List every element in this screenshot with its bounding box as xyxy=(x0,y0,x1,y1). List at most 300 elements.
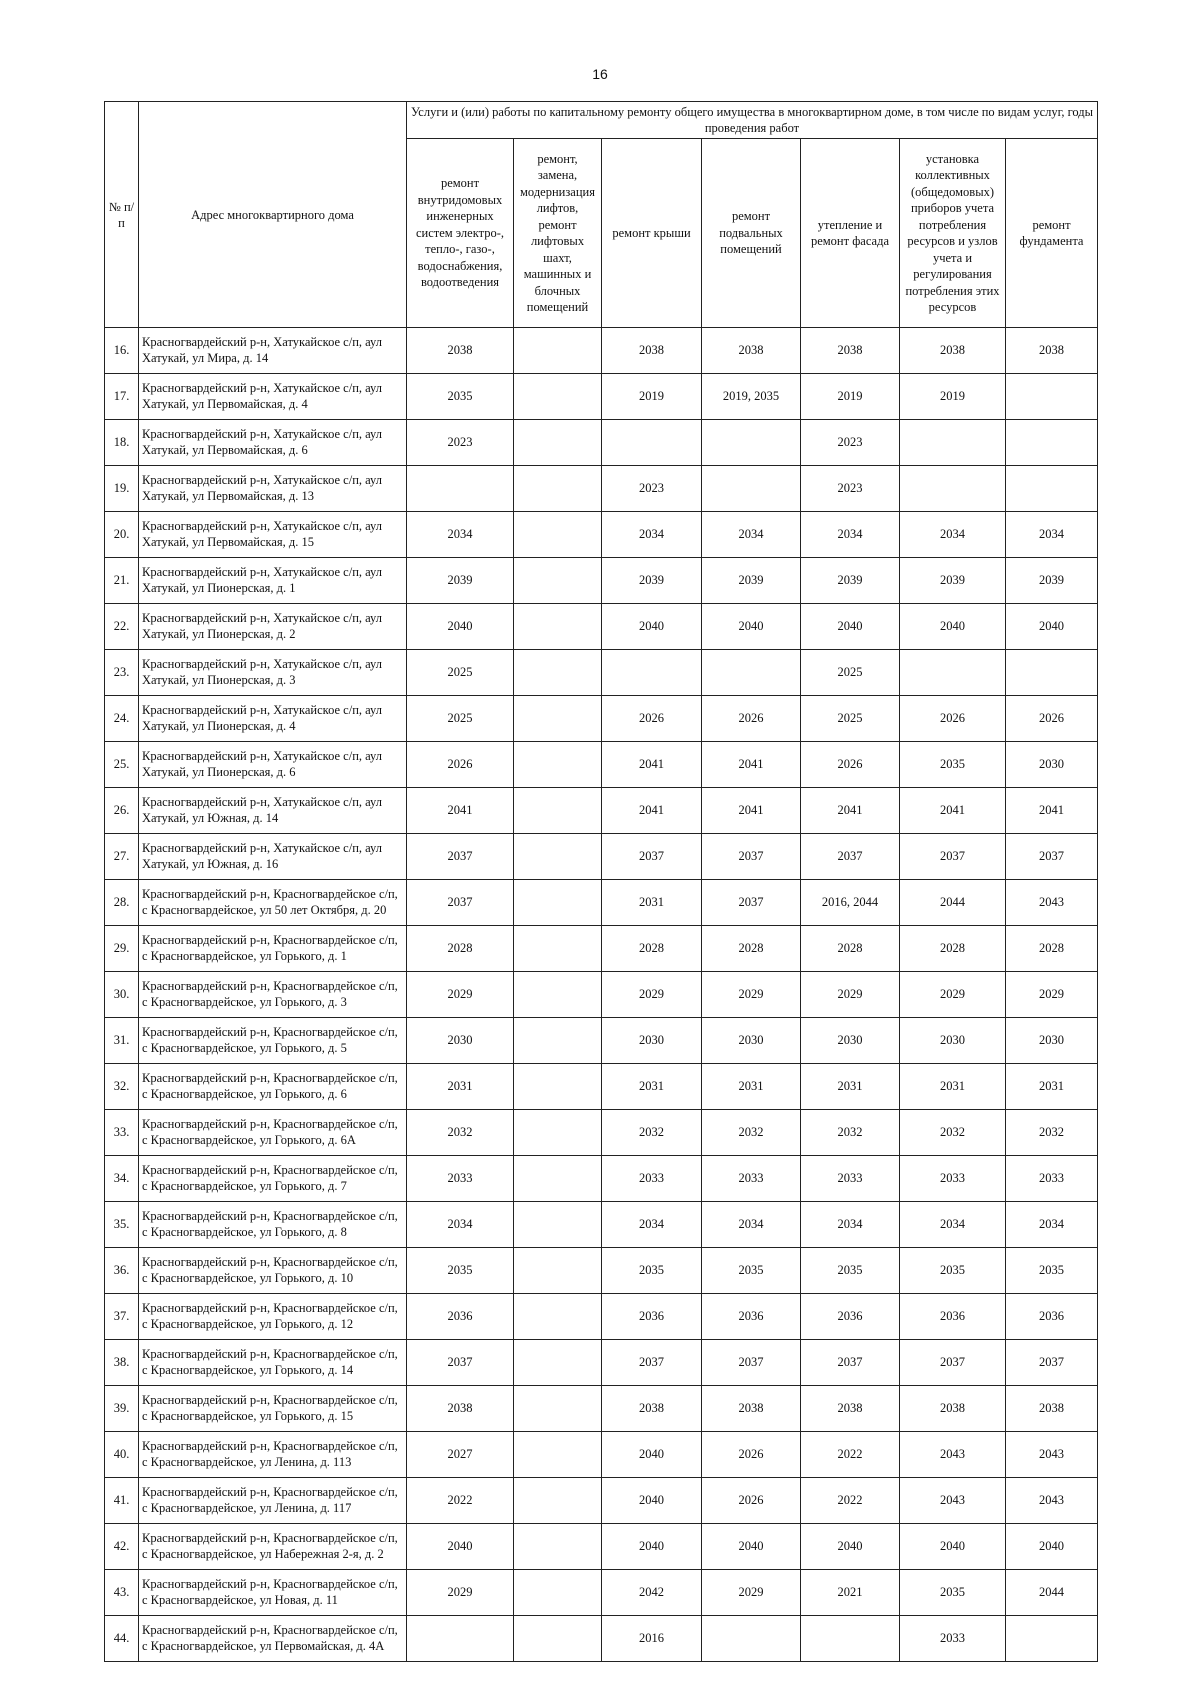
row-address: Красногвардейский р-н, Красногвардейское с/п, с Красногвардейское, ул Горького, д. 6А xyxy=(139,1110,407,1156)
row-year-cell: 2034 xyxy=(900,512,1006,558)
header-num: № п/п xyxy=(105,102,139,328)
row-year-cell xyxy=(702,420,801,466)
row-year-cell: 2040 xyxy=(1006,604,1098,650)
row-year-cell: 2026 xyxy=(407,742,514,788)
row-year-cell xyxy=(514,650,602,696)
row-address: Красногвардейский р-н, Красногвардейское с/п, с Красногвардейское, ул 50 лет Октября, д. 20 xyxy=(139,880,407,926)
row-year-cell xyxy=(514,374,602,420)
row-year-cell: 2016, 2044 xyxy=(801,880,900,926)
row-year-cell: 2025 xyxy=(801,696,900,742)
row-year-cell: 2031 xyxy=(1006,1064,1098,1110)
row-year-cell: 2028 xyxy=(702,926,801,972)
row-year-cell xyxy=(514,926,602,972)
table-row xyxy=(105,466,1098,512)
row-year-cell: 2029 xyxy=(602,972,702,1018)
row-year-cell: 2034 xyxy=(602,512,702,558)
row-year-cell: 2038 xyxy=(1006,1386,1098,1432)
row-year-cell: 2037 xyxy=(702,834,801,880)
row-year-cell: 2038 xyxy=(702,1386,801,1432)
row-year-cell: 2038 xyxy=(702,328,801,374)
table-row xyxy=(105,328,1098,374)
row-year-cell xyxy=(1006,466,1098,512)
row-year-cell xyxy=(514,1386,602,1432)
row-year-cell: 2035 xyxy=(900,1570,1006,1616)
row-year-cell: 2029 xyxy=(702,972,801,1018)
row-year-cell: 2022 xyxy=(801,1478,900,1524)
row-year-cell: 2032 xyxy=(407,1110,514,1156)
row-number: 32. xyxy=(105,1064,139,1110)
row-year-cell: 2028 xyxy=(407,926,514,972)
row-year-cell xyxy=(514,1616,602,1662)
row-number: 18. xyxy=(105,420,139,466)
table-row xyxy=(105,926,1098,972)
row-address: Красногвардейский р-н, Красногвардейское с/п, с Красногвардейское, ул Ленина, д. 113 xyxy=(139,1432,407,1478)
row-year-cell xyxy=(602,420,702,466)
row-number: 27. xyxy=(105,834,139,880)
row-year-cell: 2040 xyxy=(602,604,702,650)
header-work-roof: ремонт крыши xyxy=(602,139,702,328)
row-year-cell: 2043 xyxy=(1006,1432,1098,1478)
row-address: Красногвардейский р-н, Хатукайское с/п, аул Хатукай, ул Первомайская, д. 13 xyxy=(139,466,407,512)
row-year-cell: 2043 xyxy=(900,1432,1006,1478)
row-year-cell: 2030 xyxy=(602,1018,702,1064)
row-year-cell: 2026 xyxy=(1006,696,1098,742)
table-row xyxy=(105,1386,1098,1432)
row-year-cell: 2043 xyxy=(900,1478,1006,1524)
row-number: 20. xyxy=(105,512,139,558)
row-year-cell: 2029 xyxy=(702,1570,801,1616)
table-row xyxy=(105,1018,1098,1064)
table-row xyxy=(105,1202,1098,1248)
row-year-cell: 2026 xyxy=(702,696,801,742)
row-number: 37. xyxy=(105,1294,139,1340)
row-year-cell xyxy=(514,1248,602,1294)
row-year-cell xyxy=(514,972,602,1018)
row-number: 38. xyxy=(105,1340,139,1386)
row-number: 21. xyxy=(105,558,139,604)
row-year-cell: 2043 xyxy=(1006,1478,1098,1524)
header-work-basement: ремонт подвальных помещений xyxy=(702,139,801,328)
row-year-cell xyxy=(514,1570,602,1616)
table-row xyxy=(105,374,1098,420)
row-year-cell: 2040 xyxy=(602,1524,702,1570)
row-year-cell: 2031 xyxy=(702,1064,801,1110)
row-year-cell: 2044 xyxy=(900,880,1006,926)
row-year-cell xyxy=(702,650,801,696)
row-year-cell: 2030 xyxy=(702,1018,801,1064)
row-year-cell: 2041 xyxy=(602,742,702,788)
row-number: 42. xyxy=(105,1524,139,1570)
row-address: Красногвардейский р-н, Хатукайское с/п, аул Хатукай, ул Первомайская, д. 4 xyxy=(139,374,407,420)
row-year-cell: 2035 xyxy=(407,1248,514,1294)
row-year-cell: 2041 xyxy=(702,788,801,834)
row-year-cell xyxy=(514,1064,602,1110)
row-year-cell: 2035 xyxy=(900,742,1006,788)
table-row xyxy=(105,558,1098,604)
row-year-cell: 2023 xyxy=(801,420,900,466)
row-number: 17. xyxy=(105,374,139,420)
table-row xyxy=(105,880,1098,926)
row-year-cell: 2040 xyxy=(602,1432,702,1478)
table-row xyxy=(105,788,1098,834)
row-year-cell: 2023 xyxy=(407,420,514,466)
row-number: 25. xyxy=(105,742,139,788)
row-year-cell: 2023 xyxy=(602,466,702,512)
row-year-cell: 2026 xyxy=(702,1432,801,1478)
header-work-engineering-systems: ремонт внутридомовых инженерных систем электро-, тепло-, газо-, водоснабжения, водоотведения xyxy=(407,139,514,328)
row-year-cell: 2040 xyxy=(900,1524,1006,1570)
row-year-cell: 2034 xyxy=(602,1202,702,1248)
row-address: Красногвардейский р-н, Красногвардейское с/п, с Красногвардейское, ул Ленина, д. 117 xyxy=(139,1478,407,1524)
row-year-cell: 2034 xyxy=(1006,1202,1098,1248)
row-year-cell: 2037 xyxy=(801,1340,900,1386)
row-year-cell: 2032 xyxy=(1006,1110,1098,1156)
row-year-cell: 2031 xyxy=(602,880,702,926)
row-year-cell: 2031 xyxy=(801,1064,900,1110)
row-year-cell: 2022 xyxy=(407,1478,514,1524)
row-year-cell: 2031 xyxy=(407,1064,514,1110)
row-address: Красногвардейский р-н, Красногвардейское с/п, с Красногвардейское, ул Горького, д. 15 xyxy=(139,1386,407,1432)
row-year-cell: 2035 xyxy=(407,374,514,420)
row-year-cell: 2037 xyxy=(702,880,801,926)
header-work-elevators: ремонт, замена, модернизация лифтов, ремонт лифтовых шахт, машинных и блочных помещений xyxy=(514,139,602,328)
row-year-cell: 2035 xyxy=(900,1248,1006,1294)
row-year-cell xyxy=(514,1432,602,1478)
row-year-cell: 2037 xyxy=(1006,1340,1098,1386)
row-address: Красногвардейский р-н, Хатукайское с/п, аул Хатукай, ул Южная, д. 14 xyxy=(139,788,407,834)
row-year-cell: 2037 xyxy=(407,834,514,880)
row-year-cell xyxy=(514,742,602,788)
row-year-cell: 2033 xyxy=(900,1156,1006,1202)
row-number: 41. xyxy=(105,1478,139,1524)
row-year-cell xyxy=(602,650,702,696)
row-year-cell: 2034 xyxy=(702,1202,801,1248)
row-year-cell xyxy=(514,1202,602,1248)
row-year-cell xyxy=(1006,1616,1098,1662)
row-year-cell: 2019 xyxy=(602,374,702,420)
row-year-cell xyxy=(514,604,602,650)
row-address: Красногвардейский р-н, Красногвардейское с/п, с Красногвардейское, ул Новая, д. 11 xyxy=(139,1570,407,1616)
table-row xyxy=(105,1110,1098,1156)
row-year-cell: 2035 xyxy=(602,1248,702,1294)
row-year-cell: 2028 xyxy=(801,926,900,972)
row-year-cell: 2025 xyxy=(801,650,900,696)
table-row xyxy=(105,512,1098,558)
row-year-cell: 2029 xyxy=(801,972,900,1018)
row-year-cell: 2039 xyxy=(702,558,801,604)
row-year-cell xyxy=(1006,420,1098,466)
row-year-cell xyxy=(514,466,602,512)
row-address: Красногвардейский р-н, Хатукайское с/п, аул Хатукай, ул Первомайская, д. 15 xyxy=(139,512,407,558)
row-address: Красногвардейский р-н, Красногвардейское с/п, с Красногвардейское, ул Горького, д. 10 xyxy=(139,1248,407,1294)
table-row xyxy=(105,1524,1098,1570)
row-year-cell xyxy=(801,1616,900,1662)
header-work-facade: утепление и ремонт фасада xyxy=(801,139,900,328)
row-year-cell: 2038 xyxy=(801,1386,900,1432)
row-year-cell: 2026 xyxy=(801,742,900,788)
row-year-cell: 2039 xyxy=(602,558,702,604)
row-year-cell: 2025 xyxy=(407,650,514,696)
row-year-cell: 2033 xyxy=(801,1156,900,1202)
row-year-cell xyxy=(900,420,1006,466)
row-year-cell: 2031 xyxy=(602,1064,702,1110)
row-year-cell: 2030 xyxy=(900,1018,1006,1064)
row-year-cell xyxy=(514,420,602,466)
row-year-cell: 2037 xyxy=(407,880,514,926)
row-year-cell: 2033 xyxy=(900,1616,1006,1662)
row-year-cell: 2038 xyxy=(1006,328,1098,374)
row-number: 33. xyxy=(105,1110,139,1156)
row-year-cell: 2036 xyxy=(407,1294,514,1340)
table-header-row-group xyxy=(105,102,1098,139)
row-year-cell: 2037 xyxy=(801,834,900,880)
row-address: Красногвардейский р-н, Хатукайское с/п, аул Хатукай, ул Южная, д. 16 xyxy=(139,834,407,880)
row-year-cell: 2038 xyxy=(801,328,900,374)
row-year-cell: 2033 xyxy=(407,1156,514,1202)
row-year-cell: 2039 xyxy=(801,558,900,604)
header-work-foundation: ремонт фундамента xyxy=(1006,139,1098,328)
header-address: Адрес многоквартирного дома xyxy=(139,102,407,328)
row-year-cell: 2037 xyxy=(602,834,702,880)
row-year-cell: 2032 xyxy=(602,1110,702,1156)
row-year-cell: 2029 xyxy=(407,1570,514,1616)
row-year-cell: 2033 xyxy=(702,1156,801,1202)
row-year-cell: 2036 xyxy=(1006,1294,1098,1340)
row-year-cell: 2041 xyxy=(702,742,801,788)
row-number: 29. xyxy=(105,926,139,972)
row-year-cell xyxy=(900,650,1006,696)
row-year-cell: 2038 xyxy=(407,328,514,374)
row-year-cell xyxy=(702,466,801,512)
table-row xyxy=(105,1064,1098,1110)
row-year-cell xyxy=(514,1018,602,1064)
row-year-cell: 2022 xyxy=(801,1432,900,1478)
row-number: 30. xyxy=(105,972,139,1018)
table-row xyxy=(105,1156,1098,1202)
row-year-cell: 2030 xyxy=(1006,742,1098,788)
row-year-cell: 2043 xyxy=(1006,880,1098,926)
row-year-cell: 2041 xyxy=(801,788,900,834)
table-row xyxy=(105,1570,1098,1616)
row-address: Красногвардейский р-н, Хатукайское с/п, аул Хатукай, ул Пионерская, д. 4 xyxy=(139,696,407,742)
table-row xyxy=(105,972,1098,1018)
row-year-cell xyxy=(407,1616,514,1662)
table-row xyxy=(105,1616,1098,1662)
capital-repair-table xyxy=(104,101,1098,1662)
row-year-cell: 2040 xyxy=(900,604,1006,650)
row-year-cell: 2041 xyxy=(1006,788,1098,834)
row-number: 26. xyxy=(105,788,139,834)
row-address: Красногвардейский р-н, Хатукайское с/п, аул Хатукай, ул Пионерская, д. 3 xyxy=(139,650,407,696)
row-year-cell: 2040 xyxy=(702,604,801,650)
table-row xyxy=(105,1340,1098,1386)
row-year-cell xyxy=(1006,374,1098,420)
row-year-cell: 2040 xyxy=(801,1524,900,1570)
row-year-cell xyxy=(407,466,514,512)
row-year-cell xyxy=(1006,650,1098,696)
row-address: Красногвардейский р-н, Хатукайское с/п, аул Хатукай, ул Первомайская, д. 6 xyxy=(139,420,407,466)
row-year-cell: 2038 xyxy=(602,1386,702,1432)
row-year-cell: 2035 xyxy=(1006,1248,1098,1294)
row-year-cell: 2029 xyxy=(407,972,514,1018)
row-address: Красногвардейский р-н, Красногвардейское с/п, с Красногвардейское, ул Горького, д. 6 xyxy=(139,1064,407,1110)
row-year-cell: 2039 xyxy=(407,558,514,604)
row-address: Красногвардейский р-н, Хатукайское с/п, аул Хатукай, ул Пионерская, д. 6 xyxy=(139,742,407,788)
row-address: Красногвардейский р-н, Хатукайское с/п, аул Хатукай, ул Мира, д. 14 xyxy=(139,328,407,374)
row-year-cell: 2032 xyxy=(702,1110,801,1156)
row-year-cell: 2040 xyxy=(801,604,900,650)
row-year-cell: 2016 xyxy=(602,1616,702,1662)
row-address: Красногвардейский р-н, Красногвардейское с/п, с Красногвардейское, ул Горького, д. 7 xyxy=(139,1156,407,1202)
row-number: 44. xyxy=(105,1616,139,1662)
row-year-cell: 2040 xyxy=(407,1524,514,1570)
row-number: 34. xyxy=(105,1156,139,1202)
table-row xyxy=(105,696,1098,742)
row-year-cell: 2030 xyxy=(801,1018,900,1064)
row-year-cell: 2042 xyxy=(602,1570,702,1616)
row-year-cell xyxy=(514,1524,602,1570)
header-works-group: Услуги и (или) работы по капитальному ремонту общего имущества в многоквартирном доме, в том числе по видам услуг, годы проведения работ xyxy=(407,102,1098,139)
row-year-cell: 2041 xyxy=(407,788,514,834)
row-year-cell: 2032 xyxy=(900,1110,1006,1156)
row-year-cell: 2035 xyxy=(702,1248,801,1294)
row-number: 28. xyxy=(105,880,139,926)
row-year-cell: 2038 xyxy=(900,328,1006,374)
row-year-cell: 2032 xyxy=(801,1110,900,1156)
row-number: 22. xyxy=(105,604,139,650)
row-year-cell: 2026 xyxy=(900,696,1006,742)
table-row xyxy=(105,604,1098,650)
table-row xyxy=(105,834,1098,880)
row-year-cell xyxy=(514,834,602,880)
row-year-cell: 2029 xyxy=(900,972,1006,1018)
row-year-cell: 2040 xyxy=(1006,1524,1098,1570)
row-year-cell: 2040 xyxy=(407,604,514,650)
row-year-cell: 2038 xyxy=(900,1386,1006,1432)
row-year-cell xyxy=(514,558,602,604)
page-number: 16 xyxy=(592,66,608,82)
row-year-cell xyxy=(514,788,602,834)
row-year-cell: 2036 xyxy=(602,1294,702,1340)
row-year-cell: 2019 xyxy=(801,374,900,420)
row-number: 40. xyxy=(105,1432,139,1478)
row-year-cell: 2019, 2035 xyxy=(702,374,801,420)
row-year-cell: 2034 xyxy=(801,1202,900,1248)
table-row xyxy=(105,1432,1098,1478)
row-year-cell xyxy=(514,328,602,374)
row-year-cell: 2037 xyxy=(1006,834,1098,880)
table-row xyxy=(105,1248,1098,1294)
row-year-cell: 2033 xyxy=(602,1156,702,1202)
table-row xyxy=(105,1294,1098,1340)
row-year-cell: 2033 xyxy=(1006,1156,1098,1202)
row-address: Красногвардейский р-н, Хатукайское с/п, аул Хатукай, ул Пионерская, д. 2 xyxy=(139,604,407,650)
row-year-cell xyxy=(514,1156,602,1202)
row-year-cell: 2034 xyxy=(1006,512,1098,558)
row-year-cell xyxy=(514,1110,602,1156)
row-year-cell xyxy=(514,1478,602,1524)
row-address: Красногвардейский р-н, Красногвардейское с/п, с Красногвардейское, ул Горького, д. 14 xyxy=(139,1340,407,1386)
row-address: Красногвардейский р-н, Красногвардейское с/п, с Красногвардейское, ул Горького, д. 1 xyxy=(139,926,407,972)
row-year-cell: 2037 xyxy=(900,834,1006,880)
row-address: Красногвардейский р-н, Красногвардейское с/п, с Красногвардейское, ул Горького, д. 5 xyxy=(139,1018,407,1064)
row-year-cell xyxy=(900,466,1006,512)
row-year-cell: 2034 xyxy=(801,512,900,558)
table-row xyxy=(105,420,1098,466)
row-address: Красногвардейский р-н, Хатукайское с/п, аул Хатукай, ул Пионерская, д. 1 xyxy=(139,558,407,604)
row-year-cell xyxy=(702,1616,801,1662)
row-year-cell: 2030 xyxy=(1006,1018,1098,1064)
row-year-cell: 2021 xyxy=(801,1570,900,1616)
row-number: 24. xyxy=(105,696,139,742)
row-address: Красногвардейский р-н, Красногвардейское с/п, с Красногвардейское, ул Горького, д. 12 xyxy=(139,1294,407,1340)
row-year-cell: 2040 xyxy=(602,1478,702,1524)
row-year-cell: 2034 xyxy=(407,1202,514,1248)
row-address: Красногвардейский р-н, Красногвардейское с/п, с Красногвардейское, ул Горького, д. 8 xyxy=(139,1202,407,1248)
row-year-cell: 2026 xyxy=(602,696,702,742)
row-address: Красногвардейский р-н, Красногвардейское с/п, с Красногвардейское, ул Горького, д. 3 xyxy=(139,972,407,1018)
row-number: 23. xyxy=(105,650,139,696)
row-number: 16. xyxy=(105,328,139,374)
row-year-cell: 2027 xyxy=(407,1432,514,1478)
row-year-cell: 2035 xyxy=(801,1248,900,1294)
row-year-cell: 2031 xyxy=(900,1064,1006,1110)
row-number: 43. xyxy=(105,1570,139,1616)
row-year-cell: 2037 xyxy=(602,1340,702,1386)
row-year-cell xyxy=(514,1294,602,1340)
row-year-cell xyxy=(514,880,602,926)
row-number: 31. xyxy=(105,1018,139,1064)
row-year-cell: 2028 xyxy=(602,926,702,972)
row-year-cell: 2034 xyxy=(702,512,801,558)
table-row xyxy=(105,742,1098,788)
row-number: 36. xyxy=(105,1248,139,1294)
table-body xyxy=(105,328,1098,1662)
row-year-cell: 2037 xyxy=(407,1340,514,1386)
row-year-cell: 2034 xyxy=(407,512,514,558)
row-year-cell: 2037 xyxy=(702,1340,801,1386)
row-address: Красногвардейский р-н, Красногвардейское с/п, с Красногвардейское, ул Набережная 2-я, д. 2 xyxy=(139,1524,407,1570)
row-number: 35. xyxy=(105,1202,139,1248)
table-row xyxy=(105,1478,1098,1524)
row-year-cell: 2030 xyxy=(407,1018,514,1064)
row-year-cell: 2041 xyxy=(602,788,702,834)
row-year-cell: 2028 xyxy=(1006,926,1098,972)
row-year-cell: 2028 xyxy=(900,926,1006,972)
header-work-meters: установка коллективных (общедомовых) приборов учета потребления ресурсов и узлов учета и регулирования потребления этих ресурсов xyxy=(900,139,1006,328)
table-row xyxy=(105,650,1098,696)
row-year-cell: 2036 xyxy=(801,1294,900,1340)
row-number: 19. xyxy=(105,466,139,512)
row-year-cell: 2036 xyxy=(702,1294,801,1340)
row-year-cell xyxy=(514,696,602,742)
row-year-cell: 2019 xyxy=(900,374,1006,420)
row-year-cell: 2034 xyxy=(900,1202,1006,1248)
row-year-cell: 2036 xyxy=(900,1294,1006,1340)
row-address: Красногвардейский р-н, Красногвардейское с/п, с Красногвардейское, ул Первомайская, д. 4А xyxy=(139,1616,407,1662)
row-year-cell: 2037 xyxy=(900,1340,1006,1386)
row-year-cell: 2040 xyxy=(702,1524,801,1570)
row-year-cell: 2025 xyxy=(407,696,514,742)
row-year-cell: 2038 xyxy=(407,1386,514,1432)
row-number: 39. xyxy=(105,1386,139,1432)
row-year-cell: 2023 xyxy=(801,466,900,512)
row-year-cell: 2039 xyxy=(1006,558,1098,604)
row-year-cell: 2029 xyxy=(1006,972,1098,1018)
row-year-cell xyxy=(514,1340,602,1386)
row-year-cell: 2041 xyxy=(900,788,1006,834)
row-year-cell: 2039 xyxy=(900,558,1006,604)
